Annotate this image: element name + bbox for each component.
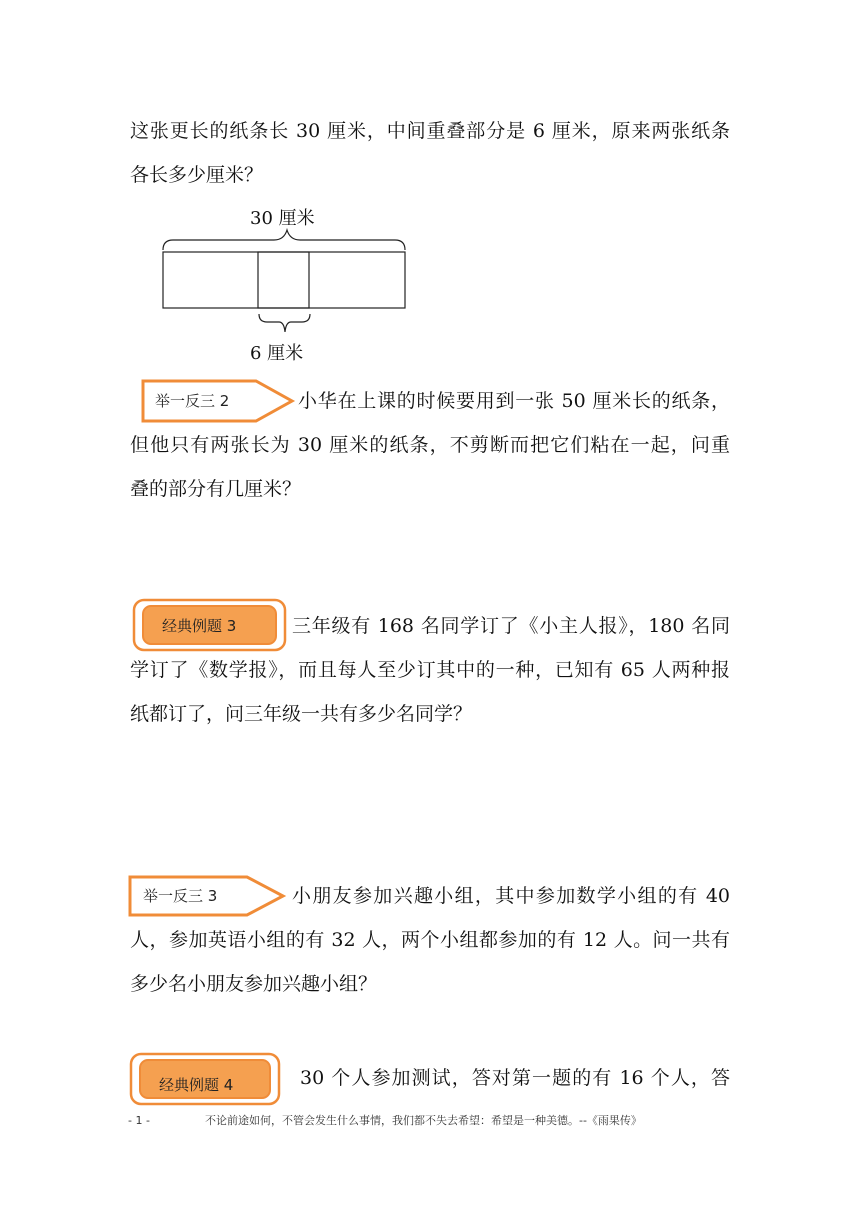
practice-3-line-3: 多少名小朋友参加兴趣小组？: [130, 973, 378, 995]
example-3-line-3: 纸都订了，问三年级一共有多少名同学？: [130, 703, 473, 725]
practice-2-line-1: 小华在上课的时候要用到一张 50 厘米长的纸条，: [298, 390, 730, 412]
practice-3-line-1: 小朋友参加兴趣小组，其中参加数学小组的有 40: [292, 885, 730, 907]
practice-2-line-3: 叠的部分有几厘米？: [130, 478, 302, 500]
diagram-overlap-label: 6 厘米: [250, 343, 304, 364]
practice-3-line-2: 人，参加英语小组的有 32 人，两个小组都参加的有 12 人。问一共有: [130, 929, 730, 951]
footer-quote: 不论前途如何，不管会发生什么事情，我们都不失去希望：希望是一种美德。--《雨果传》: [205, 1114, 642, 1127]
example-3-line-2: 学订了《数学报》，而且每人至少订其中的一种，已知有 65 人两种报: [130, 659, 730, 681]
example-3-tag-label: 经典例题 3: [162, 617, 237, 635]
example-4-line-1: 30 个人参加测试，答对第一题的有 16 个人，答: [300, 1067, 730, 1089]
page-number: - 1 -: [128, 1114, 150, 1127]
practice-3-tag-label: 举一反三 3: [143, 887, 218, 905]
practice-2-tag-label: 举一反三 2: [155, 392, 230, 410]
example-3-line-1: 三年级有 168 名同学订了《小主人报》，180 名同: [292, 615, 730, 637]
problem-1-line-2: 各长多少厘米？: [130, 164, 264, 186]
diagram-total-label: 30 厘米: [250, 208, 315, 229]
practice-2-line-2: 但他只有两张长为 30 厘米的纸条，不剪断而把它们粘在一起，问重: [130, 434, 730, 456]
problem-1-line-1: 这张更长的纸条长 30 厘米，中间重叠部分是 6 厘米，原来两张纸条: [130, 120, 730, 142]
example-4-tag-label: 经典例题 4: [159, 1076, 234, 1094]
